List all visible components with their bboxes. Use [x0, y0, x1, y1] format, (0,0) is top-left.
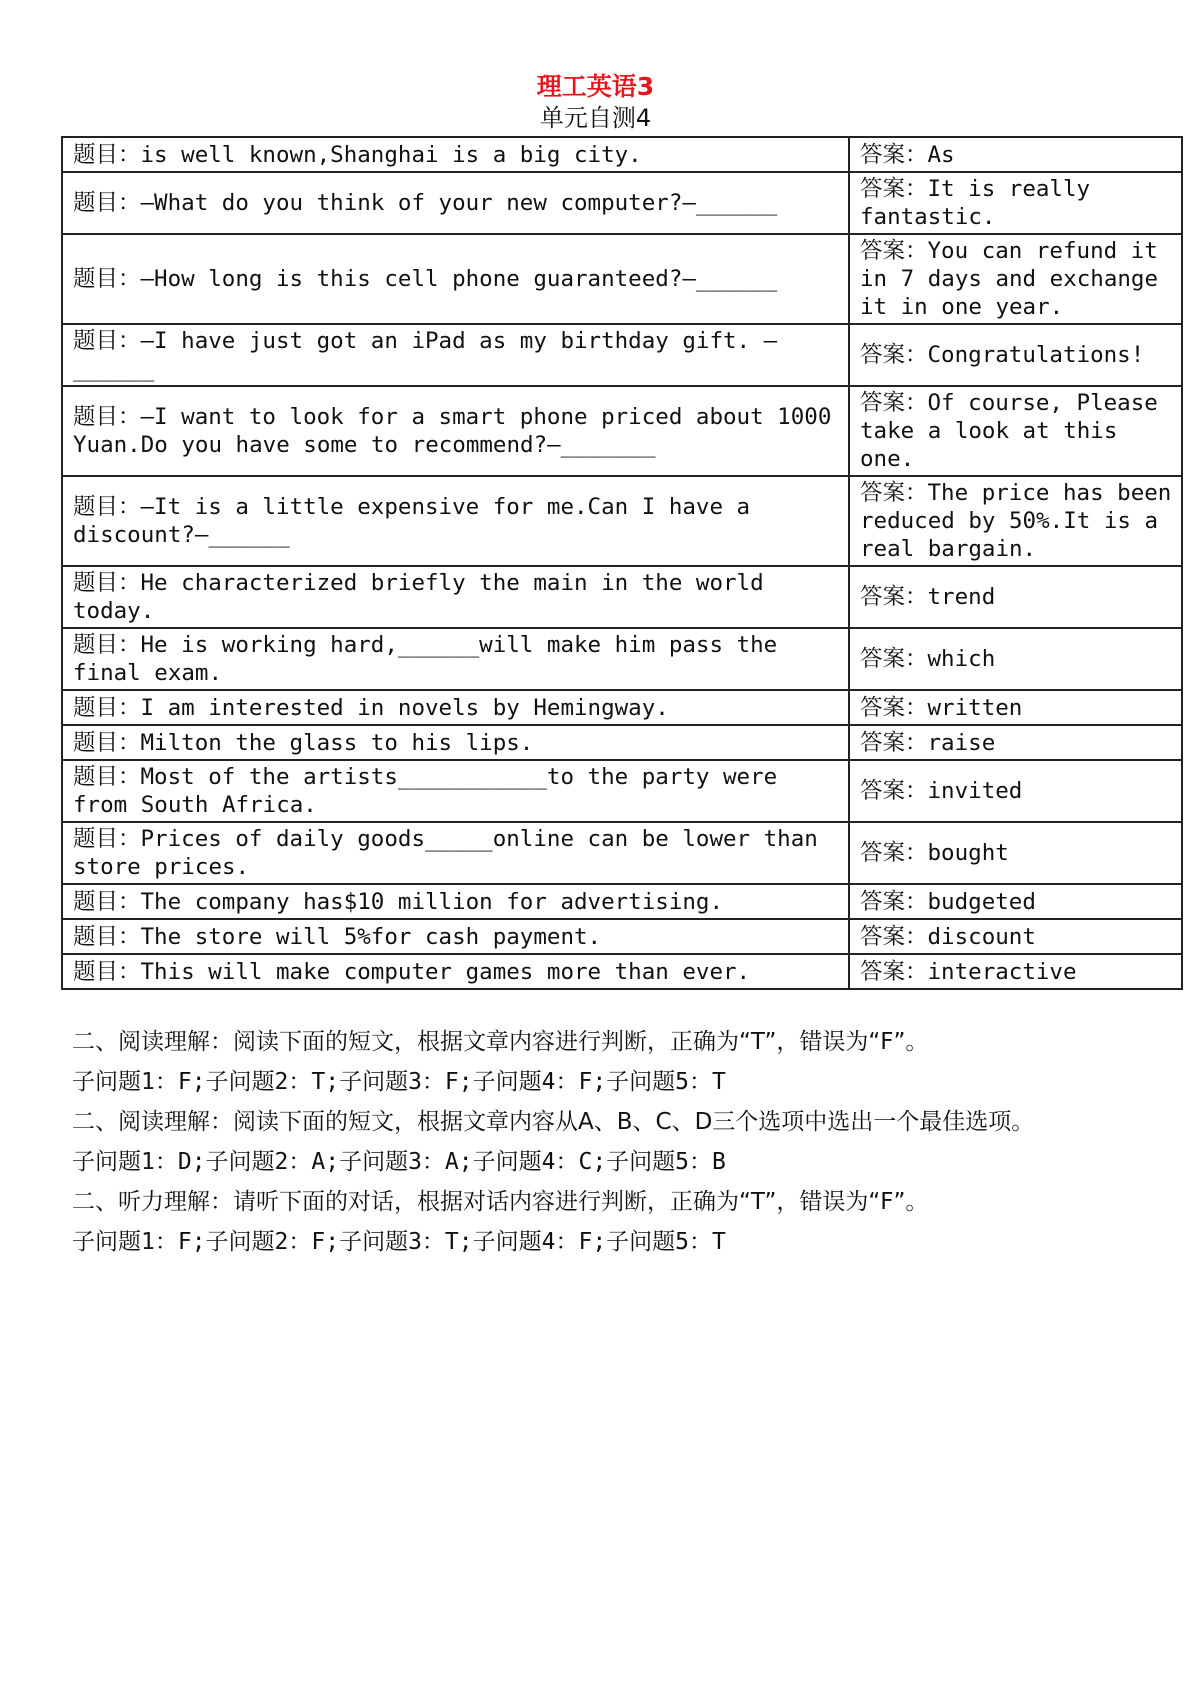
table-row: [62, 919, 1182, 954]
question-text: He is working hard,______will make him pass the final exam.: [73, 632, 778, 686]
table-row: [62, 172, 1182, 234]
question-text: This will make computer games more than ever.: [140, 958, 751, 985]
question-label: 题目：: [73, 632, 141, 658]
answer-label: 答案：: [860, 958, 928, 985]
question-cell: [62, 172, 849, 234]
answer-label: 答案：: [860, 342, 928, 368]
question-cell: [62, 476, 849, 566]
section-heading: 二、听力理解：请听下面的对话，根据对话内容进行判断，正确为“T”，错误为“F”。: [72, 1189, 929, 1215]
question-text: —It is a little expensive for me.Can I have a discount?—______: [73, 494, 751, 548]
answer-text: You can refund it in 7 days and exchange it in one year.: [860, 238, 1159, 320]
answer-text: budgeted: [927, 888, 1036, 915]
question-text: —How long is this cell phone guaranteed?—______: [140, 266, 778, 292]
answer-text: which: [927, 646, 996, 672]
answer-sections: [72, 1022, 1152, 1262]
answer-text: trend: [927, 584, 996, 610]
table-row: [62, 476, 1182, 566]
question-text: Prices of daily goods_____online can be lower than store prices.: [73, 826, 818, 880]
table-row: [62, 628, 1182, 690]
answer-text: As: [927, 141, 955, 168]
question-cell: [62, 760, 849, 822]
question-label: 题目：: [73, 888, 141, 915]
answer-text: invited: [927, 778, 1023, 804]
question-label: 题目：: [73, 694, 141, 721]
answer-text: Of course, Please take a look at this one.: [860, 390, 1158, 472]
table-row: [62, 954, 1182, 989]
question-label: 题目：: [73, 764, 141, 790]
answer-cell: [849, 234, 1182, 324]
answer-cell: [849, 725, 1182, 760]
answer-label: 答案：: [860, 840, 928, 866]
question-cell: [62, 137, 849, 172]
answer-cell: [849, 954, 1182, 989]
answer-cell: [849, 386, 1182, 476]
answer-cell: [849, 690, 1182, 725]
answer-cell: [849, 919, 1182, 954]
answer-cell: [849, 137, 1182, 172]
table-row: [62, 566, 1182, 628]
question-text: The store will 5%for cash payment.: [140, 923, 602, 950]
question-cell: [62, 822, 849, 884]
question-cell: [62, 690, 849, 725]
question-label: 题目：: [73, 826, 141, 852]
question-label: 题目：: [73, 328, 141, 354]
table-row: [62, 234, 1182, 324]
table-body: [62, 137, 1182, 989]
question-label: 题目：: [73, 570, 141, 596]
question-text: The company has$10 million for advertising.: [140, 888, 723, 915]
answer-label: 答案：: [860, 729, 928, 756]
section-heading: 二、阅读理解：阅读下面的短文，根据文章内容从A、B、C、D三个选项中选出一个最佳选项。: [72, 1109, 1035, 1135]
answer-label: 答案：: [860, 390, 928, 416]
question-label: 题目：: [73, 958, 141, 985]
question-label: 题目：: [73, 266, 141, 292]
question-text: Most of the artists___________to the party were from South Africa.: [73, 764, 778, 818]
answer-label: 答案：: [860, 238, 928, 264]
question-text: He characterized briefly the main in the world today.: [73, 570, 764, 624]
answer-label: 答案：: [860, 694, 928, 721]
answer-label: 答案：: [860, 584, 928, 610]
answer-label: 答案：: [860, 923, 928, 950]
answer-text: raise: [927, 729, 996, 756]
answer-cell: [849, 566, 1182, 628]
answer-label: 答案：: [860, 176, 928, 202]
answer-cell: [849, 324, 1182, 386]
section-answers: 子问题1：D;子问题2：A;子问题3：A;子问题4：C;子问题5：B: [72, 1149, 726, 1175]
question-cell: [62, 234, 849, 324]
question-text: Milton the glass to his lips.: [140, 729, 534, 756]
answer-text: Congratulations!: [927, 342, 1145, 368]
answer-cell: [849, 822, 1182, 884]
answer-cell: [849, 172, 1182, 234]
answer-cell: [849, 884, 1182, 919]
question-label: 题目：: [73, 404, 141, 430]
table-row: [62, 760, 1182, 822]
question-cell: [62, 566, 849, 628]
table-row: [62, 822, 1182, 884]
question-cell: [62, 324, 849, 386]
table-row: [62, 690, 1182, 725]
question-cell: [62, 919, 849, 954]
answer-label: 答案：: [860, 888, 928, 915]
section-answers: 子问题1：F;子问题2：F;子问题3：T;子问题4：F;子问题5：T: [72, 1229, 726, 1255]
question-text: I am interested in novels by Hemingway.: [140, 694, 669, 721]
answer-text: discount: [927, 923, 1036, 950]
answer-label: 答案：: [860, 141, 928, 168]
document-subtitle: 单元自测4: [539, 104, 652, 132]
question-cell: [62, 386, 849, 476]
question-label: 题目：: [73, 141, 141, 168]
question-label: 题目：: [73, 923, 141, 950]
answer-cell: [849, 760, 1182, 822]
question-text: is well known,Shanghai is a big city.: [140, 141, 642, 168]
question-label: 题目：: [73, 494, 141, 520]
question-text: —I have just got an iPad as my birthday gift. —______: [73, 328, 778, 382]
question-cell: [62, 954, 849, 989]
question-text: —I want to look for a smart phone priced about 1000 Yuan.Do you have some to recommend?—_______: [73, 404, 832, 458]
table-row: [62, 386, 1182, 476]
table-row: [62, 324, 1182, 386]
answer-text: interactive: [927, 958, 1077, 985]
question-label: 题目：: [73, 729, 141, 756]
table-row: [62, 725, 1182, 760]
answer-label: 答案：: [860, 646, 928, 672]
answer-text: It is really fantastic.: [860, 176, 1091, 230]
answer-text: written: [927, 694, 1023, 721]
question-cell: [62, 725, 849, 760]
answer-cell: [849, 476, 1182, 566]
question-label: 题目：: [73, 190, 141, 216]
table-row: [62, 137, 1182, 172]
table-row: [62, 884, 1182, 919]
section-answers: 子问题1：F;子问题2：T;子问题3：F;子问题4：F;子问题5：T: [72, 1069, 726, 1095]
answer-cell: [849, 628, 1182, 690]
answer-text: bought: [927, 840, 1009, 866]
answer-label: 答案：: [860, 480, 928, 506]
document-title: 理工英语3: [536, 72, 655, 101]
question-answer-table: [61, 136, 1183, 990]
question-cell: [62, 884, 849, 919]
answer-text: The price has been reduced by 50%.It is a real bargain.: [860, 480, 1172, 562]
answer-label: 答案：: [860, 778, 928, 804]
question-text: —What do you think of your new computer?—______: [140, 190, 778, 216]
question-cell: [62, 628, 849, 690]
section-heading: 二、阅读理解：阅读下面的短文，根据文章内容进行判断，正确为“T”，错误为“F”。: [72, 1029, 929, 1055]
